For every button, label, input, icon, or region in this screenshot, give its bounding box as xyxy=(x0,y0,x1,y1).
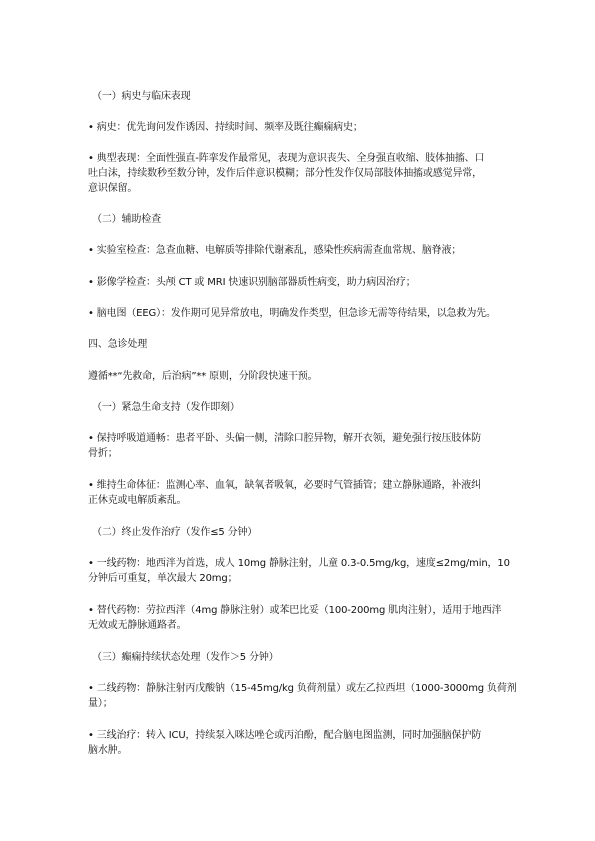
bullet-typical-line1: • 典型表现：全面性强直-阵挛发作最常见，表现为意识丧失、全身强直收缩、肢体抽搐、口 xyxy=(88,153,485,164)
bullet-typical-line2: 吐白沫，持续数秒至数分钟，发作后伴意识模糊；部分性发作仅局部肢体抽搐或感觉异常， xyxy=(88,168,482,179)
section-heading-life-support: （一）紧急生命支持（发作即刻） xyxy=(92,402,240,413)
bullet-eeg: • 脑电图（EEG）：发作期可见异常放电，明确发作类型，但急诊无需等待结果，以急救为先。 xyxy=(88,308,496,319)
bullet-lab: • 实验室检查：急查血糖、电解质等排除代谢紊乱，感染性疾病需查血常规、脑脊液； xyxy=(88,245,462,256)
bullet-third-line-line2: 脑水肿。 xyxy=(88,745,128,756)
bullet-first-line-line1: • 一线药物：地西泮为首选，成人 10mg 静脉注射，儿童 0.3-0.5mg/kg，速度≤2mg/min，10 xyxy=(88,558,510,569)
bullet-imaging: • 影像学检查：头颅 CT 或 MRI 快速识别脑部器质性病变，助力病因治疗； xyxy=(88,277,416,288)
section-heading-emergency: 四、急诊处理 xyxy=(88,339,148,350)
bullet-alternative-line2: 无效或无静脉通路者。 xyxy=(88,620,187,631)
bullet-vitals-line2: 正休克或电解质紊乱。 xyxy=(88,495,187,506)
bullet-typical-line3: 意识保留。 xyxy=(88,183,138,194)
bullet-second-line-line2: 量）； xyxy=(88,698,113,709)
section-heading-terminate: （二）终止发作治疗（发作≤5 分钟） xyxy=(92,527,258,538)
bullet-airway-line2: 骨折； xyxy=(88,448,118,459)
bullet-alternative-line1: • 替代药物：劳拉西泮（4mg 静脉注射）或苯巴比妥（100-200mg 肌肉注射），适用于地西泮 xyxy=(88,605,502,616)
section-heading-auxiliary: （二）辅助检查 xyxy=(92,214,161,225)
bullet-vitals-line1: • 维持生命体征：监测心率、血氧，缺氧者吸氧，必要时气管插管；建立静脉通路，补液纠 xyxy=(88,480,481,491)
bullet-airway-line1: • 保持呼吸道通畅：患者平卧、头偏一侧，清除口腔异物，解开衣领，避免强行按压肢体防 xyxy=(88,433,481,444)
bullet-first-line-line2: 分钟后可重复，单次最大 20mg； xyxy=(88,573,238,584)
section-heading-status-epilepticus: （三）癫痫持续状态处理（发作＞5 分钟） xyxy=(92,652,279,663)
bullet-second-line-line1: • 二线药物：静脉注射丙戊酸钠（15-45mg/kg 负荷剂量）或左乙拉西坦（1000-3000mg 负荷剂 xyxy=(88,683,517,694)
bullet-history: • 病史：优先询问发作诱因、持续时间、频率及既往癫痫病史； xyxy=(88,122,363,133)
section-heading-history: （一）病史与临床表现 xyxy=(92,91,191,102)
principle-paragraph: 遵循**“先救命，后治病”** 原则，分阶段快速干预。 xyxy=(88,371,318,382)
bullet-third-line-line1: • 三线治疗：转入 ICU，持续泵入咪达唑仑或丙泊酚，配合脑电图监测，同时加强脑保护防 xyxy=(88,730,482,741)
